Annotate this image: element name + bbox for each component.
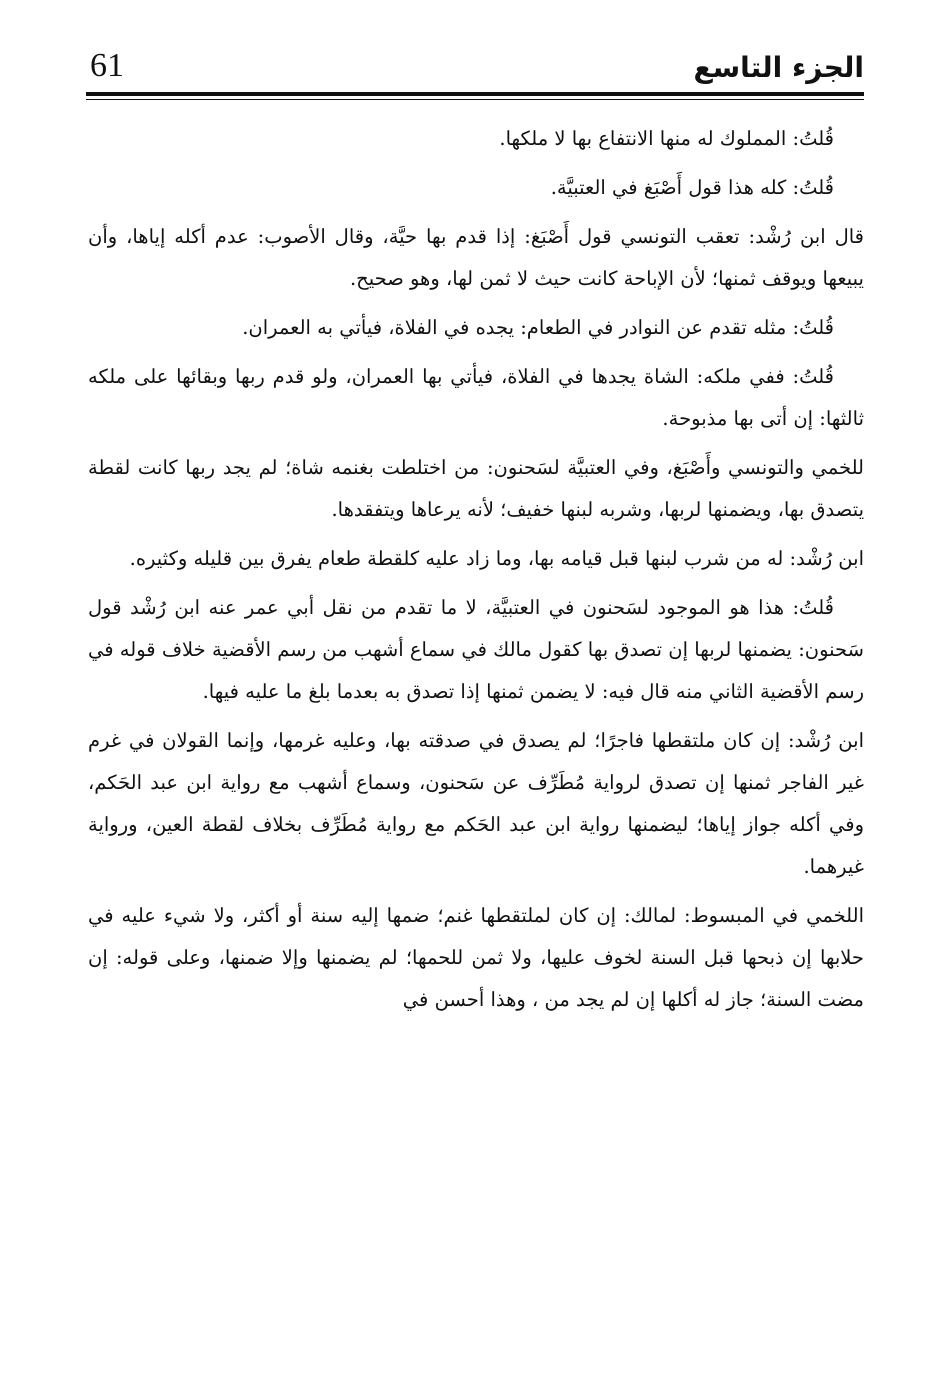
page-header [86,38,864,94]
paragraph: قال ابن رُشْد: تعقب التونسي قول أَصْبَغ: إذا قدم بها حيَّة، وقال الأصوب: عدم أكله إياها، وأن يبيعها ويوقف ثمنها؛ لأن الإباحة كانت حيث لا ثمن لها، وهو صحيح. [88,225,864,290]
paragraph: ابن رُشْد: له من شرب لبنها قبل قيامه بها، وما زاد عليه كلقطة طعام يفرق بين قليله وكثيره. [129,547,864,570]
paragraph: قُلتُ: كله هذا قول أَصْبَغ في العتبيَّة. [550,176,834,199]
paragraph: قُلتُ: هذا هو الموجود لسَحنون في العتبيَّة، لا ما تقدم من نقل أبي عمر عنه ابن رُشْد قول سَحنون: يضمنها لربها إن تصدق بها كقول مالك في سماع أشهب من رسم الأقضية خلاف قوله في رسم الأقضية الثاني منه قال فيه: لا يضمن ثمنها إذا تصدق به بعدما بلغ ما عليه فيها. [88,596,864,703]
paragraph: اللخمي في المبسوط: لمالك: إن كان لملتقطها غنم؛ ضمها إليه سنة أو أكثر، ولا شيء عليه في حلابها إن ذبحها قبل السنة لخوف عليها، ولا ثمن للحمها؛ لم يضمنها وإلا ضمنها، وعلى قوله: إن مضت السنة؛ جاز له أكلها إن لم يجد من ، وهذا أحسن في [88,904,864,1011]
paragraph: قُلتُ: ففي ملكه: الشاة يجدها في الفلاة، فيأتي بها العمران، ولو قدم ربها وبقائها على ملكه ثالثها: إن أتى بها مذبوحة. [88,365,864,430]
header-rule-thin [86,99,864,100]
page-body [88,118,864,1028]
page-number: 61 [90,47,124,84]
paragraph: للخمي والتونسي وأَصْبَغ، وفي العتبيَّة لسَحنون: من اختلطت بغنمه شاة؛ لم يجد ربها كانت لقطة يتصدق بها، ويضمنها لربها، وشربه لبنها خفيف؛ لأنه يرعاها ويتفقدها. [88,456,864,521]
running-title: الجزء التاسع [693,51,864,84]
header-rule-thick [86,92,864,96]
paragraph: ابن رُشْد: إن كان ملتقطها فاجرًا؛ لم يصدق في صدقته بها، وعليه غرمها، وإنما القولان في غرم غير الفاجر ثمنها إن تصدق لرواية مُطَرِّف عن سَحنون، وسماع أشهب مع رواية ابن عبد الحَكم، وفي أكله جواز إياها؛ ليضمنها رواية ابن عبد الحَكم مع رواية مُطَرِّف بخلاف لقطة العين، ورواية غيرهما. [88,729,864,878]
paragraph: قُلتُ: المملوك له منها الانتفاع بها لا ملكها. [499,127,834,150]
paragraph: قُلتُ: مثله تقدم عن النوادر في الطعام: يجده في الفلاة، فيأتي به العمران. [242,316,834,339]
